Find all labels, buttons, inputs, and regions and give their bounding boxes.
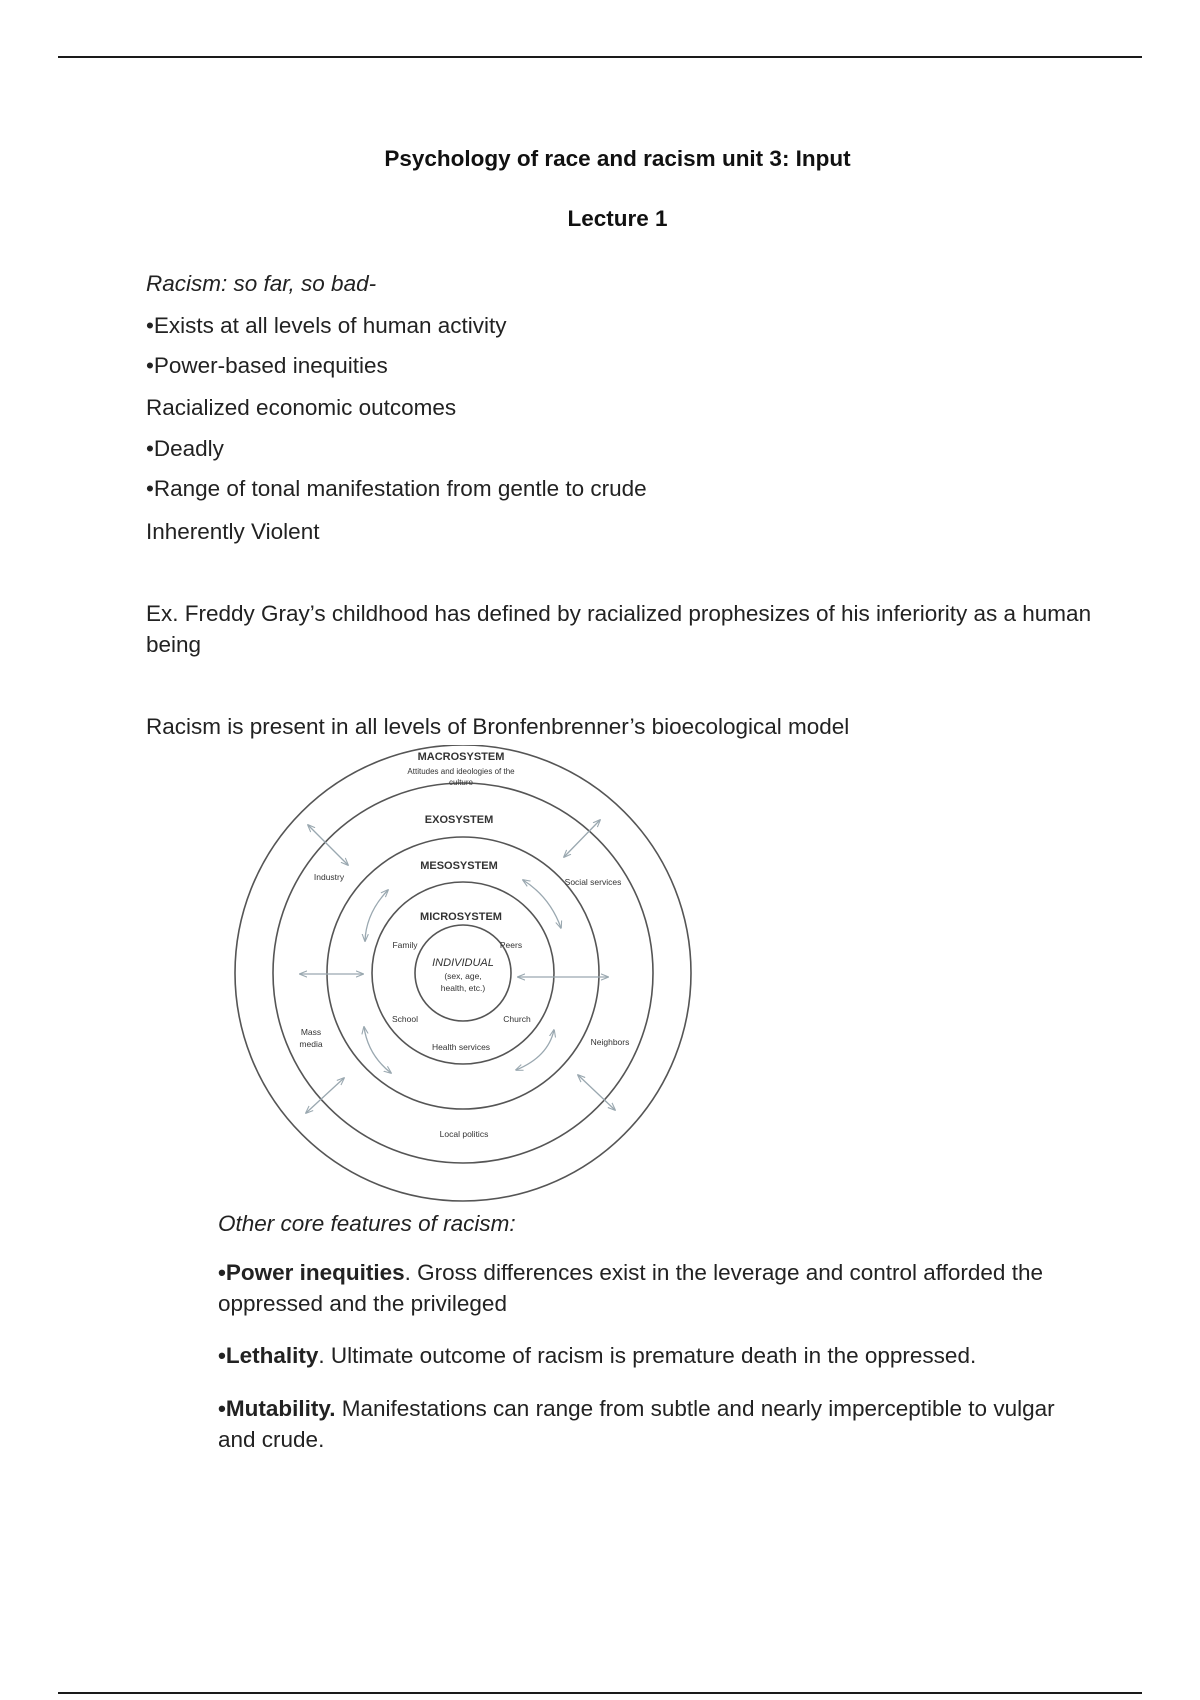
family-label: Family bbox=[392, 940, 418, 950]
mass-media-label: media bbox=[299, 1039, 323, 1049]
industry-label: Industry bbox=[313, 872, 345, 882]
church-label: Church bbox=[503, 1014, 531, 1024]
health-services-label: Health services bbox=[431, 1042, 491, 1052]
model-intro: Racism is present in all levels of Bronfenbrenner’s bioecological model bbox=[146, 714, 850, 739]
arrow-icon bbox=[364, 1027, 391, 1073]
feature-text: . Gross differences exist in the leverage and control afforded the oppressed and the privileged bbox=[218, 1260, 1043, 1316]
mass-media-label: Mass bbox=[300, 1027, 322, 1037]
mesosystem-label: MESOSYSTEM bbox=[420, 860, 498, 872]
arrow-icon bbox=[306, 1078, 344, 1113]
feature-item bbox=[218, 1340, 1098, 1371]
school-label: School bbox=[392, 1014, 418, 1024]
bottom-rule bbox=[58, 1692, 1142, 1694]
list-item: Inherently Violent bbox=[146, 519, 320, 544]
individual-label: INDIVIDUAL bbox=[432, 957, 494, 969]
arrow-icon bbox=[578, 1075, 615, 1110]
list-item: •Deadly bbox=[146, 436, 224, 461]
local-politics-label: Local politics bbox=[439, 1129, 489, 1139]
feature-text: Manifestations can range from subtle and nearly imperceptible to vulgar and crude. bbox=[218, 1396, 1055, 1452]
microsystem-label: MICROSYSTEM bbox=[420, 911, 502, 923]
macrosystem-label: MACROSYSTEM bbox=[417, 751, 505, 763]
neighbors-label: Neighbors bbox=[590, 1037, 630, 1047]
section-heading: Racism: so far, so bad- bbox=[146, 271, 377, 296]
list-item: •Range of tonal manifestation from gentle to crude bbox=[146, 476, 647, 501]
section-heading: Other core features of racism: bbox=[218, 1211, 516, 1236]
arrow-icon bbox=[516, 1030, 554, 1070]
social-services-label: Social services bbox=[564, 877, 622, 887]
list-item: •Power-based inequities bbox=[146, 353, 388, 378]
individual-desc: health, etc.) bbox=[440, 983, 486, 993]
arrow-icon bbox=[523, 880, 561, 928]
peers-label: Peers bbox=[499, 940, 523, 950]
feature-term: •Lethality bbox=[218, 1343, 319, 1368]
individual-desc: (sex, age, bbox=[444, 971, 482, 981]
macrosystem-desc: culture bbox=[448, 778, 474, 787]
top-rule bbox=[58, 56, 1142, 58]
feature-text: . Ultimate outcome of racism is premature death in the oppressed. bbox=[318, 1343, 977, 1368]
feature-item bbox=[218, 1393, 1098, 1455]
list-item: Racialized economic outcomes bbox=[146, 395, 457, 420]
page-title: Psychology of race and racism unit 3: Input bbox=[384, 146, 851, 171]
feature-item bbox=[218, 1257, 1098, 1319]
exosystem-label: EXOSYSTEM bbox=[424, 814, 494, 826]
page-subtitle: Lecture 1 bbox=[567, 206, 668, 231]
arrow-icon bbox=[308, 825, 348, 865]
arrow-icon bbox=[365, 890, 388, 941]
list-item: •Exists at all levels of human activity bbox=[146, 313, 507, 338]
bioecological-model-diagram bbox=[218, 745, 700, 1205]
feature-term: •Mutability. bbox=[218, 1396, 336, 1421]
macrosystem-desc: Attitudes and ideologies of the bbox=[407, 767, 515, 776]
feature-term: •Power inequities bbox=[218, 1260, 405, 1285]
example-paragraph: Ex. Freddy Gray’s childhood has defined by racialized prophesizes of his inferiority as a human being bbox=[146, 601, 1092, 657]
